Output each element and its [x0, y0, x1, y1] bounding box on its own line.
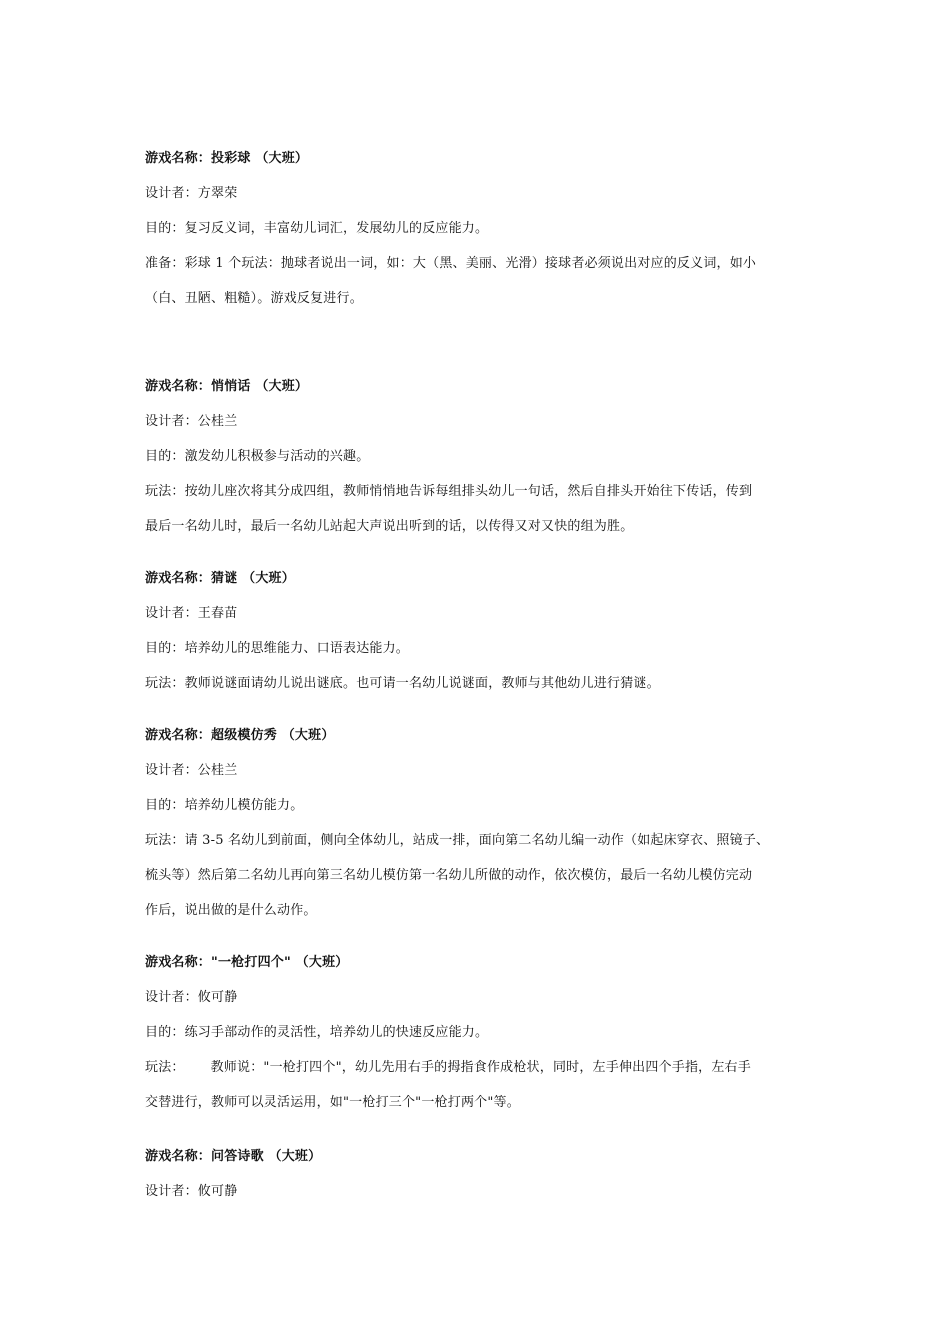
purpose-line: 目的：激发幼儿积极参与活动的兴趣。: [145, 449, 370, 464]
method-line: 玩法： 教师说："一枪打四个"，幼儿先用右手的拇指食作成枪状，同时，左手伸出四个手指，左右手: [145, 1060, 751, 1075]
purpose-line: 目的：复习反义词，丰富幼儿词汇，发展幼儿的反应能力。: [145, 221, 489, 236]
method-line-continued: 最后一名幼儿时，最后一名幼儿站起大声说出听到的话，以传得又对又快的组为胜。: [145, 519, 634, 534]
preparation-line: 准备：彩球 1 个玩法：抛球者说出一词，如：大（黑、美丽、光滑）接球者必须说出对应的反义词，如小: [145, 256, 757, 271]
method-line-continued: 交替进行，教师可以灵活运用，如"一枪打三个"一枪打两个"等。: [145, 1095, 520, 1110]
method-line: 玩法：请 3-5 名幼儿到前面，侧向全体幼儿，站成一排，面向第二名幼儿编一动作（如起床穿衣、照镜子、: [145, 833, 770, 848]
game-title-one-shot-four: 游戏名称："一枪打四个" （大班）: [145, 955, 349, 970]
purpose-line: 目的：练习手部动作的灵活性，培养幼儿的快速反应能力。: [145, 1025, 489, 1040]
game-title-qa-poem: 游戏名称：问答诗歌 （大班）: [145, 1149, 322, 1164]
purpose-line: 目的：培养幼儿模仿能力。: [145, 798, 304, 813]
designer-line: 设计者：公桂兰: [145, 414, 238, 429]
method-line-continued: 作后，说出做的是什么动作。: [145, 903, 317, 918]
game-title-whisper: 游戏名称：悄悄话 （大班）: [145, 379, 309, 394]
game-title-imitation-show: 游戏名称：超级模仿秀 （大班）: [145, 728, 335, 743]
method-line-continued: 梳头等）然后第二名幼儿再向第三名幼儿模仿第一名幼儿所做的动作，依次模仿，最后一名幼儿模仿完动: [145, 868, 753, 883]
designer-line: 设计者：方翠荣: [145, 186, 238, 201]
designer-line: 设计者：王春苗: [145, 606, 238, 621]
designer-line: 设计者：公桂兰: [145, 763, 238, 778]
designer-line: 设计者：攸可静: [145, 1184, 238, 1199]
designer-line: 设计者：攸可静: [145, 990, 238, 1005]
game-title-throw-ball: 游戏名称：投彩球 （大班）: [145, 151, 309, 166]
purpose-line: 目的：培养幼儿的思维能力、口语表达能力。: [145, 641, 410, 656]
preparation-line-continued: （白、丑陋、粗糙）。游戏反复进行。: [145, 291, 363, 306]
method-line: 玩法：按幼儿座次将其分成四组，教师悄悄地告诉每组排头幼儿一句话，然后自排头开始往下传话，传到: [145, 484, 753, 499]
game-title-riddle: 游戏名称：猜谜 （大班）: [145, 571, 295, 586]
method-line: 玩法：教师说谜面请幼儿说出谜底。也可请一名幼儿说谜面，教师与其他幼儿进行猜谜。: [145, 676, 660, 691]
